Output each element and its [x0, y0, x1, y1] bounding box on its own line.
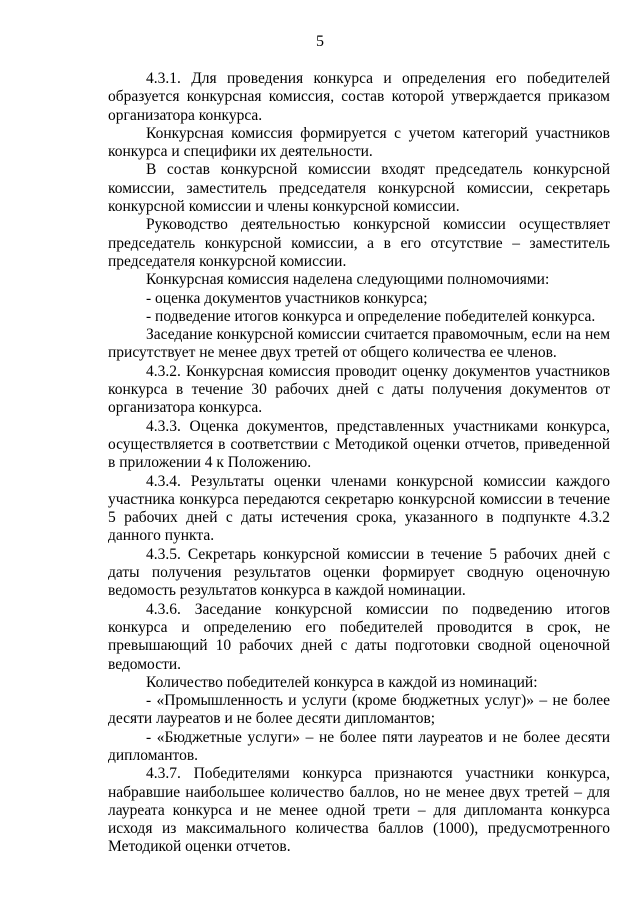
- paragraph-commission-leadership: Руководство деятельностью конкурсной комиссии осуществляет председатель конкурсной комиссии, а в его отсутствие – заместитель председателя конкурсной комиссии.: [108, 216, 610, 270]
- paragraph-commission-formation: Конкурсная комиссия формируется с учетом категорий участников конкурса и специфики их деятельности.: [108, 124, 610, 161]
- paragraph-4-3-3: 4.3.3. Оценка документов, представленных участниками конкурса, осуществляется в соответствии с Методикой оценки отчетов, приведенной в приложении 4 к Положению.: [108, 417, 610, 472]
- paragraph-4-3-4: 4.3.4. Результаты оценки членами конкурсной комиссии каждого участника конкурса передаются секретарю конкурсной комиссии в течение 5 рабочих дней с даты истечения срока, указанного в подпункте 4.3.2 данного пункта.: [108, 472, 610, 545]
- paragraph-4-3-1: 4.3.1. Для проведения конкурса и определения его победителей образуется конкурсная комиссия, состав которой утверждается приказом организатора конкурса.: [108, 70, 610, 124]
- paragraph-winners-count-intro: Количество победителей конкурса в каждой из номинаций:: [146, 673, 538, 691]
- page-number: 5: [316, 33, 324, 50]
- paragraph-4-3-2: 4.3.2. Конкурсная комиссия проводит оценку документов участников конкурса в течение 30 рабочих дней с даты получения документов от организатора конкурса.: [108, 362, 610, 417]
- document-body: [108, 70, 610, 857]
- paragraph-4-3-5: 4.3.5. Секретарь конкурсной комиссии в течение 5 рабочих дней с даты получения результатов оценки формирует сводную оценочную ведомость результатов конкурса в каждой номинации.: [108, 545, 610, 600]
- paragraph-quorum: Заседание конкурсной комиссии считается правомочным, если на нем присутствует не менее двух третей от общего количества ее членов.: [108, 326, 610, 362]
- paragraph-powers-intro: Конкурсная комиссия наделена следующими полномочиями:: [146, 271, 550, 289]
- paragraph-4-3-7: 4.3.7. Победителями конкурса признаются участники конкурса, набравшие наибольшее количество баллов, но не менее двух третей – для лауреата конкурса и не менее одной трети – для дипломанта конкурса исходя из максимального количества баллов (1000), предусмотренного Методикой оценки отчетов.: [108, 765, 610, 856]
- paragraph-4-3-6: 4.3.6. Заседание конкурсной комиссии по подведению итогов конкурса и определению его победителей проводится в срок, не превышающий 10 рабочих дней с даты подготовки сводной оценочной ведомости.: [108, 600, 610, 673]
- list-item-industry-nomination: - «Промышленность и услуги (кроме бюджетных услуг)» – не более десяти лауреатов и не более десяти дипломантов;: [108, 692, 610, 728]
- list-item-results-summary: - подведение итогов конкурса и определение победителей конкурса.: [146, 307, 596, 325]
- list-item-budget-nomination: - «Бюджетные услуги» – не более пяти лауреатов и не более десяти дипломантов.: [108, 728, 610, 764]
- paragraph-commission-composition: В состав конкурсной комиссии входят председатель конкурсной комиссии, заместитель председателя конкурсной комиссии, секретарь конкурсной комиссии и члены конкурсной комиссии.: [108, 161, 610, 216]
- list-item-document-evaluation: - оценка документов участников конкурса;: [146, 289, 428, 307]
